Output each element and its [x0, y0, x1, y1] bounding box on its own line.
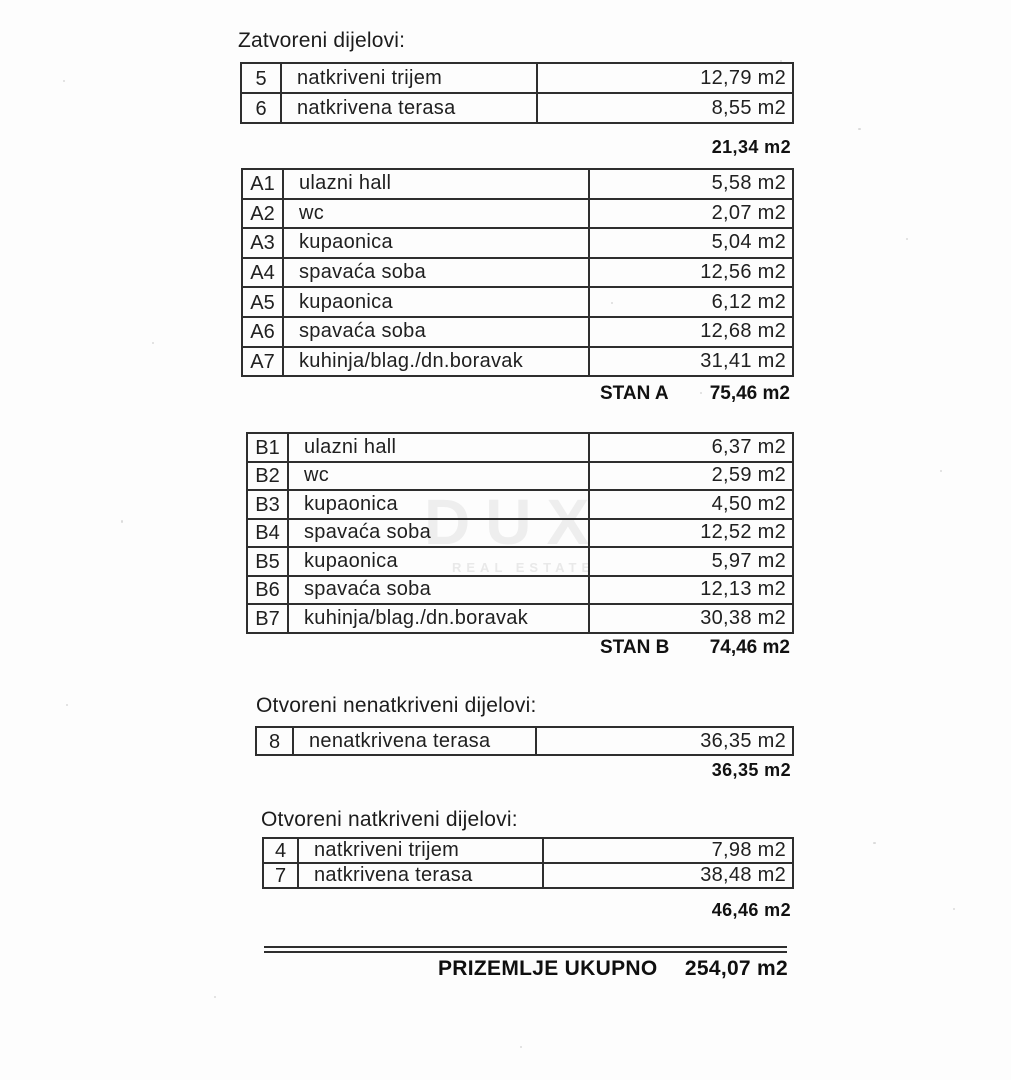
row-code: 6	[242, 94, 282, 122]
scan-speck	[858, 128, 861, 130]
table-row	[248, 548, 792, 577]
row-area: 4,50 m2	[711, 492, 786, 515]
row-code: A5	[243, 288, 284, 316]
row-code: A2	[243, 200, 284, 228]
row-area: 6,37 m2	[711, 435, 786, 458]
table-otvoreni-natkriveni	[262, 837, 794, 889]
grand-total-label: PRIZEMLJE UKUPNO	[438, 957, 658, 980]
row-area: 12,56 m2	[700, 261, 786, 284]
table-row	[264, 839, 792, 864]
table-otvoreni-nenatkriveni	[255, 726, 794, 756]
row-name: spavaća soba	[284, 259, 590, 287]
section-total-otvoreni-natkriveni: 46,46 m2	[711, 900, 791, 920]
table-row	[243, 200, 792, 230]
row-area: 2,59 m2	[711, 464, 786, 487]
row-area: 12,13 m2	[700, 578, 786, 601]
row-area: 12,79 m2	[700, 66, 786, 89]
table-row	[248, 577, 792, 606]
table-row	[243, 348, 792, 376]
table-row	[248, 605, 792, 632]
row-code: B3	[248, 491, 289, 518]
table-stan-b	[246, 432, 794, 634]
scan-speck	[873, 842, 876, 844]
row-name: nenatkrivena terasa	[294, 728, 537, 754]
row-code: B2	[248, 463, 289, 490]
table-row	[243, 170, 792, 200]
row-name: natkriveni trijem	[299, 839, 544, 862]
row-name: kupaonica	[289, 548, 590, 575]
table-row	[243, 318, 792, 348]
row-code: 4	[264, 839, 299, 862]
row-area: 2,07 m2	[711, 201, 786, 224]
row-code: B5	[248, 548, 289, 575]
row-area: 12,52 m2	[700, 521, 786, 544]
table-row	[243, 229, 792, 259]
row-code: 5	[242, 64, 282, 92]
row-area: 5,97 m2	[711, 549, 786, 572]
table-row	[248, 434, 792, 463]
table-zatvoreni-dijelovi	[240, 62, 794, 124]
scan-speck	[214, 996, 216, 998]
row-code: B6	[248, 577, 289, 604]
row-name: kupaonica	[284, 229, 590, 257]
section-heading-otvoreni-natkriveni: Otvoreni natkriveni dijelovi:	[261, 808, 518, 831]
stan-a-total: 75,46 m2	[709, 383, 790, 404]
scan-speck	[953, 908, 955, 910]
row-code: 7	[264, 864, 299, 887]
scan-speck	[63, 80, 65, 82]
row-area: 5,58 m2	[711, 172, 786, 195]
row-area: 36,35 m2	[700, 729, 786, 752]
row-area: 6,12 m2	[711, 290, 786, 313]
section-heading-zatvoreni: Zatvoreni dijelovi:	[238, 29, 406, 52]
row-name: ulazni hall	[289, 434, 590, 461]
scan-speck	[152, 342, 154, 344]
row-name: spavaća soba	[289, 520, 590, 547]
row-name: natkriveni trijem	[282, 64, 538, 92]
row-code: 8	[257, 728, 294, 754]
table-row	[243, 288, 792, 318]
dux-watermark-logo: DUX	[424, 486, 605, 558]
row-code: A4	[243, 259, 284, 287]
row-name: spavaća soba	[289, 577, 590, 604]
scan-speck	[906, 238, 908, 240]
row-name: kuhinja/blag./dn.boravak	[289, 605, 590, 632]
stan-a-label: STAN A	[600, 383, 669, 404]
row-code: B4	[248, 520, 289, 547]
table-row	[242, 64, 792, 94]
stan-b-label: STAN B	[600, 637, 670, 658]
table-row	[242, 94, 792, 122]
stan-b-total: 74,46 m2	[709, 637, 790, 658]
row-name: natkrivena terasa	[299, 864, 544, 887]
row-name: natkrivena terasa	[282, 94, 538, 122]
dux-watermark-tagline: REAL ESTATE	[452, 560, 596, 575]
row-code: A3	[243, 229, 284, 257]
table-row	[248, 463, 792, 492]
table-stan-a	[241, 168, 794, 377]
row-code: A7	[243, 348, 284, 376]
row-area: 38,48 m2	[700, 864, 786, 886]
section-total-zatvoreni: 21,34 m2	[711, 137, 791, 157]
row-area: 5,04 m2	[711, 231, 786, 254]
row-code: A1	[243, 170, 284, 198]
grand-total-value: 254,07 m2	[684, 957, 788, 980]
stan-a-total-row	[600, 383, 790, 405]
row-name: kupaonica	[289, 491, 590, 518]
section-total-otvoreni-nenatkriveni: 36,35 m2	[711, 760, 791, 780]
row-area: 12,68 m2	[700, 320, 786, 343]
table-row	[257, 728, 792, 754]
section-heading-otvoreni-nenatkriveni: Otvoreni nenatkriveni dijelovi:	[256, 694, 537, 717]
row-area: 8,55 m2	[711, 96, 786, 119]
row-code: B1	[248, 434, 289, 461]
grand-total-row	[438, 957, 788, 981]
row-name: wc	[289, 463, 590, 490]
row-name: kupaonica	[284, 288, 590, 316]
row-area: 31,41 m2	[700, 349, 786, 372]
table-row	[248, 491, 792, 520]
stan-b-total-row	[600, 637, 790, 659]
grand-total-rule	[264, 946, 787, 953]
scan-speck	[520, 1046, 522, 1048]
row-area: 30,38 m2	[700, 606, 786, 629]
table-row	[248, 520, 792, 549]
table-row	[243, 259, 792, 289]
row-code: A6	[243, 318, 284, 346]
scan-speck	[940, 470, 942, 472]
table-row	[264, 864, 792, 887]
row-name: spavaća soba	[284, 318, 590, 346]
row-area: 7,98 m2	[711, 839, 786, 861]
scan-speck	[121, 520, 123, 523]
row-name: ulazni hall	[284, 170, 590, 198]
row-code: B7	[248, 605, 289, 632]
row-name: kuhinja/blag./dn.boravak	[284, 348, 590, 376]
scan-speck	[66, 704, 68, 706]
row-name: wc	[284, 200, 590, 228]
